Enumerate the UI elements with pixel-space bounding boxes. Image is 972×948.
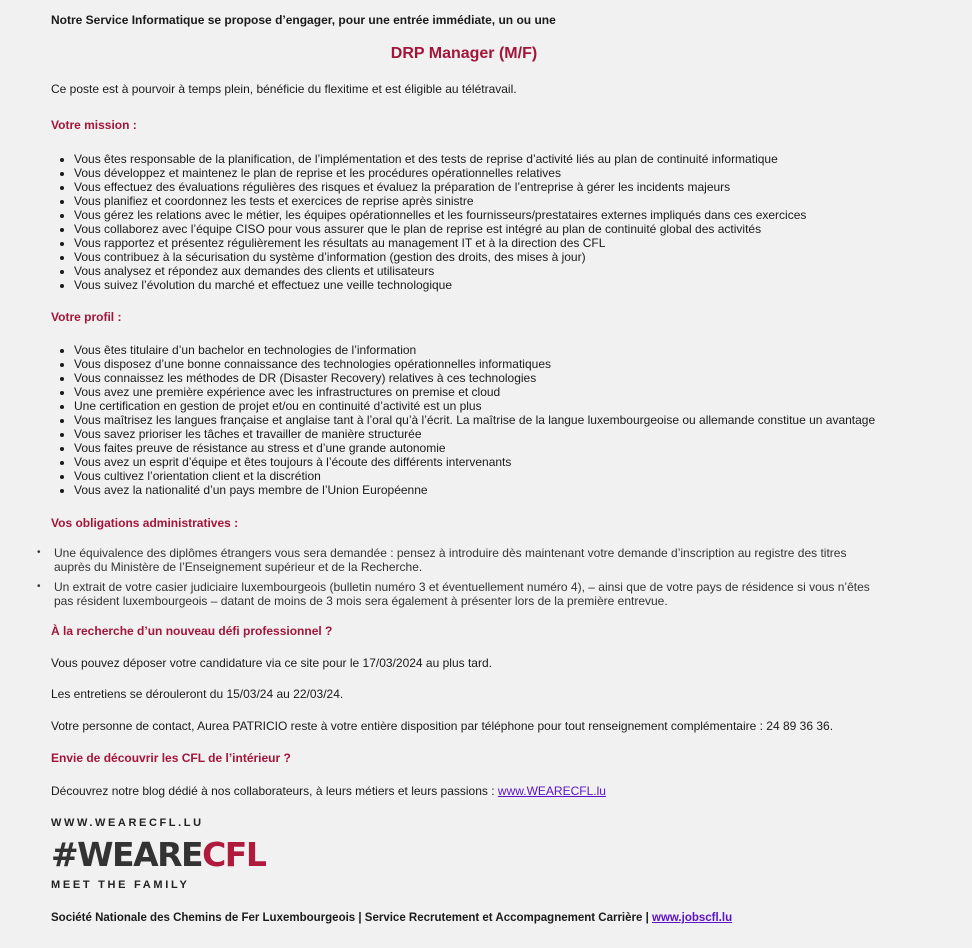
mission-item: • Vous analysez et répondez aux demandes des clients et utilisateurs [74,264,806,278]
footer [51,912,732,924]
jobs-link[interactable]: www.jobscfl.lu [652,912,733,924]
logo-tagline: MEET THE FAMILY [51,879,190,891]
interview-dates: Les entretiens se dérouleront du 15/03/24 au 22/03/24. [51,687,344,701]
profile-item: • Vous maîtrisez les langues française et anglaise tant à l’oral qu’à l’écrit. La maîtrise de la langue luxembourgeoise ou allemande constitue un avantage [74,413,875,427]
mission-item: • Vous gérez les relations avec le métier, les équipes opérationnelles et les fournisseurs/prestataires externes impliqués dans ces exercices [74,208,806,222]
logo-hashtag [51,837,265,873]
profile-item: • Vous avez un esprit d’équipe et êtes toujours à l’écoute des différents intervenants [74,455,875,469]
profile-item: • Vous êtes titulaire d’un bachelor en technologies de l’information [74,343,875,357]
obligations-heading: Vos obligations administratives : [51,516,239,530]
contact-info: Votre personne de contact, Aurea PATRICIO reste à votre entière disposition par téléphone pour tout renseignement complémentaire : 24 89 36 36. [51,719,834,733]
mission-item: • Vous effectuez des évaluations régulières des risques et évaluez la préparation de l’entreprise à gérer les incidents majeurs [74,180,806,194]
mission-item: • Vous développez et maintenez le plan de reprise et les procédures opérationnelles relatives [74,166,806,180]
job-title: DRP Manager (M/F) [390,45,538,62]
profile-list [51,343,875,497]
mission-item: • Vous planifiez et coordonnez les tests et exercices de reprise après sinistre [74,194,806,208]
mission-item: • Vous êtes responsable de la planification, de l’implémentation et des tests de reprise d’activité liés au plan de continuité informatique [74,152,806,166]
profile-item: • Vous savez prioriser les tâches et travailler de manière structurée [74,427,875,441]
logo-weare: #WEARE [51,835,203,874]
profile-item: • Vous connaissez les méthodes de DR (Disaster Recovery) relatives à ces technologies [74,371,875,385]
mission-item: • Vous rapportez et présentez régulièrement les résultats au management IT et à la direction des CFL [74,236,806,250]
footer-text: Société Nationale des Chemins de Fer Luxembourgeois | Service Recrutement et Accompagnement Carrière | [51,912,653,924]
position-terms: Ce poste est à pourvoir à temps plein, bénéficie du flexitime et est éligible au télétravail. [51,82,517,96]
intro-text: Notre Service Informatique se propose d’engager, pour une entrée immédiate, un ou une [51,13,556,27]
profile-item: • Vous avez la nationalité d’un pays membre de l’Union Européenne [74,483,875,497]
profile-heading: Votre profil : [51,310,122,324]
bullet-dot-icon: • [37,581,41,592]
profile-item: • Vous faites preuve de résistance au stress et d’une grande autonomie [74,441,875,455]
profile-item: • Vous avez une première expérience avec les infrastructures on premise et cloud [74,385,875,399]
logo-url-text: WWW.WEARECFL.LU [51,817,204,829]
profile-item: • Vous cultivez l’orientation client et la discrétion [74,469,875,483]
wearecfl-logo [51,817,266,893]
profile-item: • Vous disposez d’une bonne connaissance des technologies opérationnelles informatiques [74,357,875,371]
mission-item: • Vous contribuez à la sécurisation du système d’information (gestion des droits, des mises à jour) [74,250,806,264]
bullet-dot-icon: • [37,547,41,558]
mission-item: • Vous suivez l’évolution du marché et effectuez une veille technologique [74,278,806,292]
obligation-text: Une équivalence des diplômes étrangers vous sera demandée : pensez à introduire dès maintenant votre demande d’inscription au registre des titres auprès du Ministère de l’Enseignement supérieur et de la Recherche. [54,546,847,574]
logo-cfl: CFL [202,835,266,874]
discover-heading: Envie de découvrir les CFL de l’intérieur ? [51,751,291,765]
obligation-text: Un extrait de votre casier judiciaire luxembourgeois (bulletin numéro 3 et éventuellement numéro 4), – ainsi que de votre pays de résidence si vous n’êtes pas résident luxembourgeois – datant de moins de 3 mois sera également à présenter lors de la première entrevue. [54,580,870,608]
blog-text: Découvrez notre blog dédié à nos collaborateurs, à leurs métiers et leurs passions : [51,784,498,798]
blog-paragraph [51,784,606,798]
mission-item: • Vous collaborez avec l’équipe CISO pour vous assurer que le plan de reprise est intégré au plan de continuité global des activités [74,222,806,236]
profile-item: • Une certification en gestion de projet et/ou en continuité d’activité est un plus [74,399,875,413]
blog-link[interactable]: www.WEARECFL.lu [497,784,606,798]
mission-list [51,152,806,292]
mission-heading: Votre mission : [51,118,137,132]
application-deadline: Vous pouvez déposer votre candidature via ce site pour le 17/03/2024 au plus tard. [51,656,492,670]
challenge-heading: À la recherche d’un nouveau défi professionnel ? [51,624,333,638]
